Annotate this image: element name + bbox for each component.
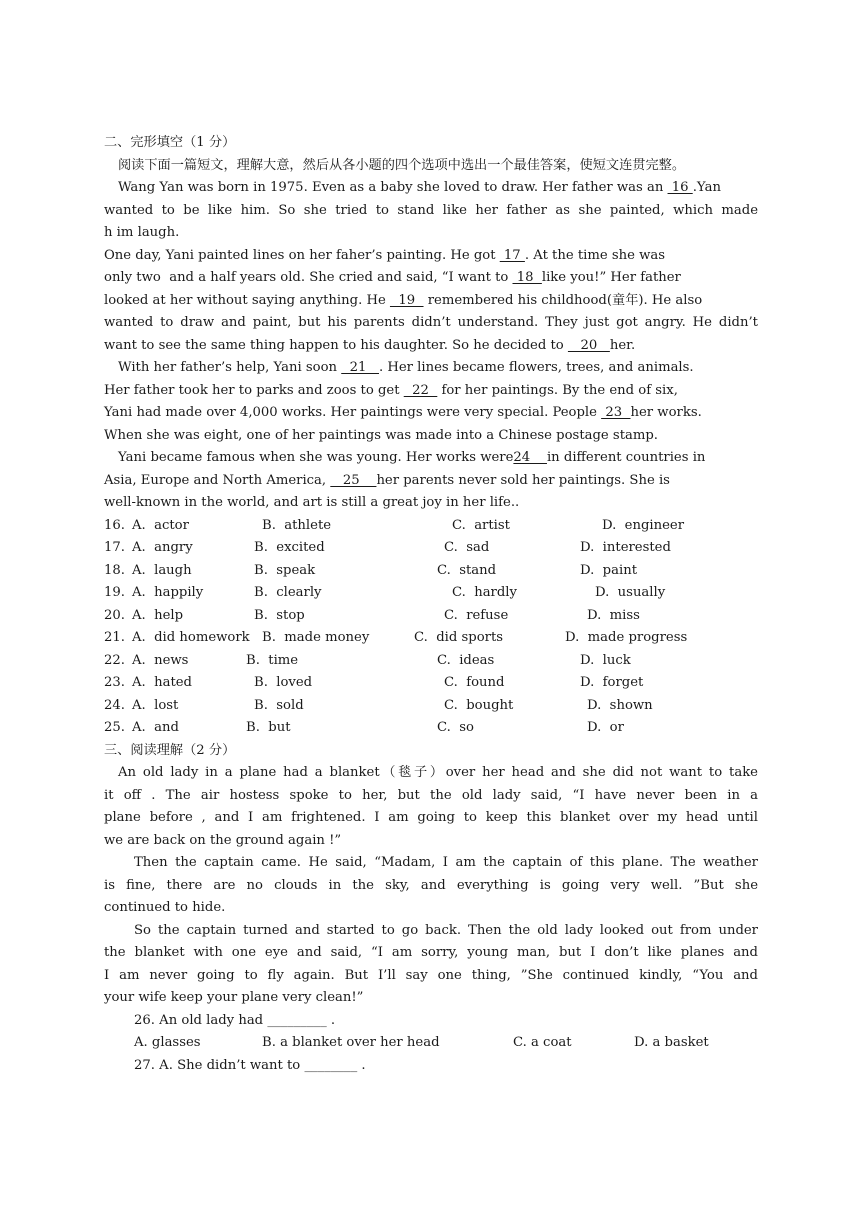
option-b: B. but	[246, 720, 291, 735]
cloze-paragraph-2-line-3: looked at her without saying anything. He 19 remembered his childhood(童年). He also	[104, 292, 703, 308]
cloze-paragraph-1-line-3: h im laugh.	[104, 225, 180, 240]
reading-paragraph-2-line-3: continued to hide.	[104, 900, 226, 915]
cloze-paragraph-3-line-2: Her father took her to parks and zoos to get 22 for her paintings. By the end of six,	[104, 382, 678, 398]
question-26-options	[104, 1032, 758, 1055]
option-row-18	[104, 560, 758, 583]
exam-page	[104, 132, 758, 1077]
section-heading-reading: 三、阅读理解（2 分）	[104, 742, 236, 758]
question-number: 20.	[104, 607, 125, 623]
option-b: B. excited	[254, 540, 325, 555]
option-b: B. sold	[254, 697, 304, 713]
option-a: A. lost	[132, 697, 179, 713]
option-row-25	[104, 717, 758, 740]
option-d: D. luck	[580, 652, 631, 668]
option-c: C. refuse	[444, 607, 509, 623]
option-a: A. happily	[132, 585, 204, 600]
reading-paragraph-3-line-2: the blanket with one eye and said, “I am sorry, young man, but I don’t like planes and	[104, 945, 758, 960]
question-number: 22.	[104, 652, 125, 668]
option-b: B. loved	[254, 675, 313, 690]
cloze-paragraph-2-line-5: want to see the same thing happen to his daughter. So he decided to 20 her.	[104, 337, 636, 353]
option-row-20	[104, 605, 758, 628]
section-heading-cloze: 二、完形填空（1 分）	[104, 135, 236, 150]
option-a: A. news	[132, 652, 189, 668]
option-b: B. a blanket over her head	[262, 1035, 440, 1050]
option-row-16	[104, 515, 758, 538]
option-c: C. sad	[444, 540, 490, 555]
option-c: C. hardly	[452, 585, 517, 600]
reading-paragraph-1-line-2: it off . The air hostess spoke to her, but the old lady said, “I have never been in a	[104, 787, 758, 803]
reading-paragraph-3-line-3: I am never going to fly again. But I’ll say one thing, ”She continued kindly, “You and	[104, 967, 758, 983]
cloze-paragraph-4-line-2: Asia, Europe and North America, 25 her parents never sold her paintings. She is	[104, 472, 670, 488]
question-number: 19.	[104, 585, 125, 600]
option-d: D. a basket	[634, 1035, 709, 1050]
option-d: D. forget	[580, 675, 644, 690]
option-c: C. bought	[444, 697, 514, 713]
cloze-paragraph-4-line-3: well-known in the world, and art is still a great joy in her life..	[104, 495, 520, 510]
cloze-paragraph-1-line-2: wanted to be like him. So she tried to stand like her father as she painted, which made	[104, 202, 758, 218]
option-c: C. found	[444, 675, 505, 690]
option-a: A. help	[132, 607, 184, 623]
option-row-21	[104, 627, 758, 650]
blank-20: 20	[567, 337, 610, 353]
option-d: D. engineer	[602, 517, 685, 533]
cloze-paragraph-2-line-1: One day, Yani painted lines on her faher’s painting. He got 17 . At the time she was	[104, 247, 666, 263]
cloze-paragraph-3-line-4: When she was eight, one of her paintings was made into a Chinese postage stamp.	[104, 427, 658, 443]
reading-paragraph-1-line-1: An old lady in a plane had a blanket（毯子）over her head and she did not want to take	[118, 765, 758, 780]
question-number: 25.	[104, 720, 125, 735]
option-row-24	[104, 695, 758, 718]
cloze-paragraph-1-line-1: Wang Yan was born in 1975. Even as a baby she loved to draw. Her father was an 16 .Yan	[118, 180, 721, 195]
option-b: B. speak	[254, 562, 316, 578]
reading-paragraph-1-line-4: we are back on the ground again !”	[104, 832, 342, 848]
question-number: 24.	[104, 697, 125, 713]
option-a: A. did homework	[132, 630, 250, 645]
blank-16: 16	[667, 180, 693, 195]
option-row-23	[104, 672, 758, 695]
cloze-paragraph-3-line-1: With her father’s help, Yani soon 21 . Her lines became flowers, trees, and animals.	[118, 360, 694, 375]
option-a: A. actor	[132, 517, 189, 533]
option-d: D. shown	[587, 697, 653, 713]
option-a: A. laugh	[132, 562, 192, 578]
blank-18: 18	[512, 270, 542, 285]
blank-17: 17	[499, 247, 525, 263]
blank-24: 24	[513, 450, 547, 465]
blank-21: 21	[341, 360, 379, 375]
cloze-paragraph-2-line-4: wanted to draw and paint, but his parents didn’t understand. They just got angry. He didn’t	[104, 315, 758, 330]
option-b: B. made money	[262, 630, 370, 645]
option-b: B. stop	[254, 607, 305, 623]
option-c: C. stand	[437, 562, 497, 578]
question-26-stem: 26. An old lady had _________ .	[134, 1012, 336, 1028]
reading-paragraph-3-line-1: So the captain turned and started to go back. Then the old lady looked out from under	[134, 922, 758, 938]
reading-paragraph-2-line-2: is fine, there are no clouds in the sky, and everything is going very well. ”But she	[104, 877, 758, 893]
cloze-instruction: 阅读下面一篇短文，理解大意，然后从各小题的四个选项中选出一个最佳答案，使短文连贯完整。	[118, 157, 686, 173]
option-row-19	[104, 582, 758, 605]
option-d: D. made progress	[565, 630, 688, 645]
option-d: D. or	[587, 720, 624, 735]
option-d: D. miss	[587, 607, 640, 623]
blank-23: 23	[601, 405, 631, 420]
question-27-stem: 27. A. She didn’t want to ________ .	[134, 1057, 366, 1073]
option-row-22	[104, 650, 758, 673]
question-number: 23.	[104, 675, 125, 690]
blank-25: 25	[330, 472, 377, 488]
cloze-options	[104, 515, 758, 740]
option-a: A. and	[132, 720, 179, 735]
cloze-paragraph-2-line-2: only two and a half years old. She cried and said, “I want to 18 like you!” Her father	[104, 270, 681, 285]
question-number: 21.	[104, 630, 125, 645]
option-c: C. artist	[452, 517, 510, 533]
option-d: D. interested	[580, 540, 671, 555]
blank-19: 19	[389, 292, 424, 308]
option-d: D. usually	[595, 585, 666, 600]
option-b: B. athlete	[262, 517, 332, 533]
option-b: B. clearly	[254, 585, 322, 600]
cloze-paragraph-4-line-1: Yani became famous when she was young. Her works were24 in different countries in	[118, 450, 706, 465]
option-a: A. glasses	[134, 1035, 201, 1050]
option-b: B. time	[246, 652, 299, 668]
option-c: C. so	[437, 720, 474, 735]
reading-paragraph-3-line-4: your wife keep your plane very clean!”	[104, 990, 364, 1005]
option-c: C. ideas	[437, 652, 495, 668]
question-number: 17.	[104, 540, 125, 555]
option-d: D. paint	[580, 562, 637, 578]
option-a: A. hated	[132, 675, 193, 690]
option-row-17	[104, 537, 758, 560]
cloze-paragraph-3-line-3: Yani had made over 4,000 works. Her paintings were very special. People 23 her works.	[104, 405, 702, 420]
reading-paragraph-1-line-3: plane before , and I am frightened. I am going to keep this blanket over my head until	[104, 810, 758, 825]
option-a: A. angry	[132, 540, 193, 555]
option-c: C. did sports	[414, 630, 504, 645]
blank-22: 22	[403, 382, 438, 398]
option-c: C. a coat	[513, 1035, 572, 1050]
question-number: 16.	[104, 517, 125, 533]
reading-paragraph-2-line-1: Then the captain came. He said, “Madam, I am the captain of this plane. The weather	[134, 855, 758, 870]
question-number: 18.	[104, 562, 125, 578]
